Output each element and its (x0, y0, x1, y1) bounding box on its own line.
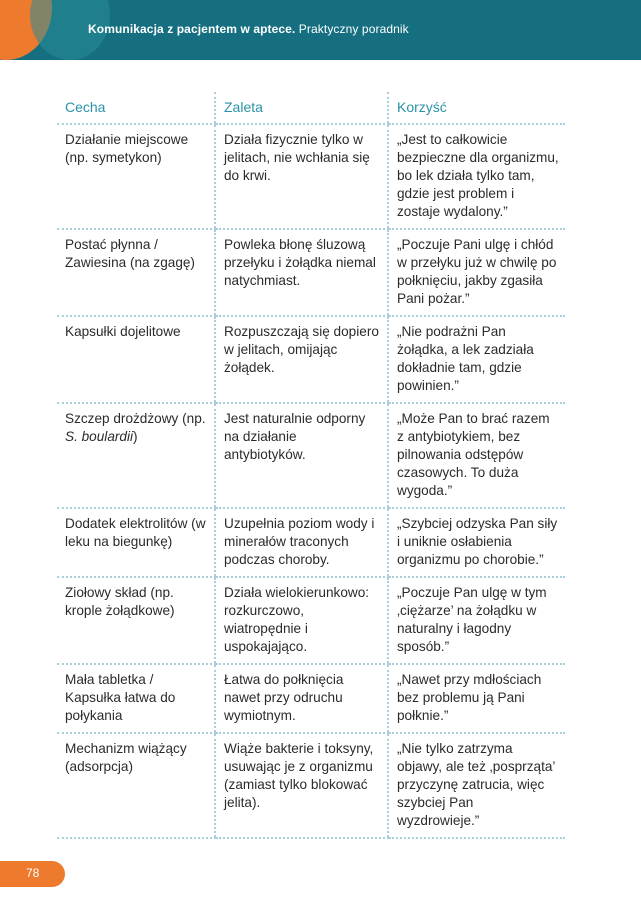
table-row (57, 124, 565, 229)
table-row (57, 403, 565, 508)
cell-cecha: Dodatek elektrolitów (w leku na biegunkę) (57, 508, 215, 577)
page-number-tab (0, 861, 65, 887)
feature-benefit-table (57, 92, 565, 839)
cell-zaleta: Łatwa do połknięcia nawet przy odruchu wymiotnym. (215, 664, 388, 733)
cell-cecha: Postać płynna / Zawiesina (na zgagę) (57, 229, 215, 316)
cell-cecha: Kapsułki dojelitowe (57, 316, 215, 403)
cell-korzysc: „Nie tylko zatrzyma objawy, ale też ‚posprząta’ przyczynę zatrucia, więc szybciej Pan wyzdrowieje.” (388, 733, 565, 838)
cell-korzysc: „Jest to całkowicie bezpieczne dla organizmu, bo lek działa tylko tam, gdzie jest problem i zostaje wydalony.” (388, 124, 565, 229)
cell-zaleta: Powleka błonę śluzową przełyku i żołądka niemal natychmiast. (215, 229, 388, 316)
cell-zaleta: Działa fizycznie tylko w jelitach, nie wchłania się do krwi. (215, 124, 388, 229)
page-number: 78 (26, 866, 40, 880)
cell-zaleta: Wiąże bakterie i toksyny, usuwając je z organizmu (zamiast tylko blokować jelita). (215, 733, 388, 838)
cell-cecha-text: Szczep drożdżowy (np. (65, 411, 206, 426)
cell-zaleta: Rozpuszczają się dopiero w jelitach, omijając żołądek. (215, 316, 388, 403)
cell-cecha-species: S. boulardii (65, 429, 134, 444)
cell-zaleta: Działa wielokierunkowo: rozkurczowo, wiatropędnie i uspokajająco. (215, 577, 388, 664)
running-title (88, 22, 409, 36)
cell-cecha: Mechanizm wiążący (adsorpcja) (57, 733, 215, 838)
cell-cecha (57, 403, 215, 508)
cell-korzysc: „Szybciej odzyska Pan siły i uniknie osłabienia organizmu po chorobie.” (388, 508, 565, 577)
table-row (57, 733, 565, 838)
table-header-row (57, 92, 565, 124)
running-title-bold: Komunikacja z pacjentem w aptece. (88, 22, 296, 36)
table-row (57, 664, 565, 733)
cell-korzysc: „Poczuje Pani ulgę i chłód w przełyku już w chwilę po połknięciu, jakby zgasiła Pani pożar.” (388, 229, 565, 316)
cell-zaleta: Jest naturalnie odporny na działanie antybiotyków. (215, 403, 388, 508)
table-row (57, 316, 565, 403)
running-title-rest: Praktyczny poradnik (295, 22, 409, 36)
cell-korzysc: „Poczuje Pan ulgę w tym ‚ciężarze’ na żołądku w naturalny i łagodny sposób.” (388, 577, 565, 664)
cell-cecha-close: ) (133, 429, 138, 444)
cell-cecha: Ziołowy skład (np. krople żołądkowe) (57, 577, 215, 664)
cell-cecha: Mała tabletka / Kapsułka łatwa do połykania (57, 664, 215, 733)
table-row (57, 508, 565, 577)
page-header (0, 0, 641, 60)
cell-korzysc: „Nawet przy mdłościach bez problemu ją Pani połknie.” (388, 664, 565, 733)
column-header-korzysc: Korzyść (388, 92, 565, 124)
cell-korzysc: „Nie podrażni Pan żołądka, a lek zadziała dokładnie tam, gdzie powinien.” (388, 316, 565, 403)
table-row (57, 229, 565, 316)
cell-korzysc: „Może Pan to brać razem z antybiotykiem, bez pilnowania odstępów czasowych. To duża wygoda.” (388, 403, 565, 508)
column-header-cecha: Cecha (57, 92, 215, 124)
table-row (57, 577, 565, 664)
cell-zaleta: Uzupełnia poziom wody i minerałów traconych podczas choroby. (215, 508, 388, 577)
column-header-zaleta: Zaleta (215, 92, 388, 124)
cell-cecha: Działanie miejscowe (np. symetykon) (57, 124, 215, 229)
